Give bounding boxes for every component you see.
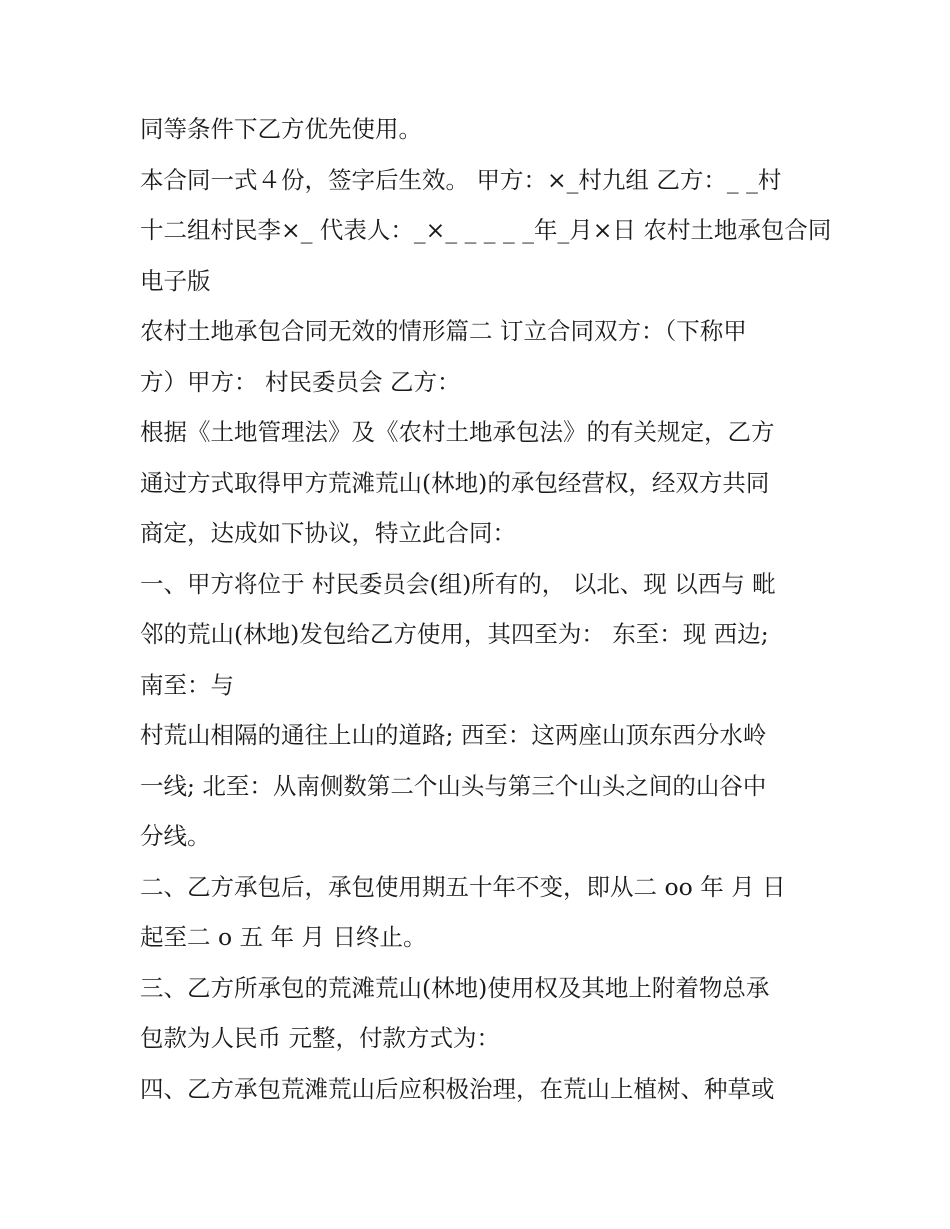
text-line: 二、乙方承包后，承包使用期五十年不变，即从二 oo 年 月 日	[140, 872, 786, 901]
contract-text	[140, 104, 832, 1114]
text-line: 四、乙方承包荒滩荒山后应积极治理，在荒山上植树、种草或	[140, 1074, 775, 1103]
text-line: 通过方式取得甲方荒滩荒山(林地)的承包经营权，经双方共同	[140, 468, 770, 497]
text-line: 根据《土地管理法》及《农村土地承包法》的有关规定，乙方	[140, 418, 775, 446]
text-line: 包款为人民币 元整，付款方式为：	[140, 1024, 500, 1052]
text-line: 三、乙方所承包的荒滩荒山(林地)使用权及其地上附着物总承	[140, 973, 770, 1002]
text-line: 十二组村民李×_ 代表人：_×_ _ _ _ _年_月×日 农村土地承包合同	[140, 216, 832, 244]
text-line: 一、甲方将位于 村民委员会(组)所有的， 以北、现 以西与 毗	[140, 569, 776, 598]
text-line: 本合同一式４份，签字后生效。 甲方：×_村九组 乙方：_ _村	[140, 165, 782, 194]
text-line: 方）甲方： 村民委员会 乙方：	[140, 367, 461, 396]
text-line: 邻的荒山(林地)发包给乙方使用，其四至为： 东至：现 西边;	[140, 620, 769, 648]
text-line: 村荒山相隔的通往上山的道路; 西至：这两座山顶东西分水岭	[140, 721, 767, 749]
text-line: 一线; 北至：从南侧数第二个山头与第三个山头之间的山谷中	[140, 771, 767, 800]
text-line: 分线。	[140, 822, 211, 850]
text-line: 商定，达成如下协议，特立此合同：	[140, 519, 516, 547]
text-line: 农村土地承包合同无效的情形篇二 订立合同双方：（下称甲	[140, 317, 747, 345]
text-line: 电子版	[140, 266, 211, 295]
text-line: 起至二 o 五 年 月 日终止。	[140, 923, 427, 951]
text-line: 同等条件下乙方优先使用。	[140, 115, 422, 143]
text-line: 南至：与	[140, 670, 234, 699]
